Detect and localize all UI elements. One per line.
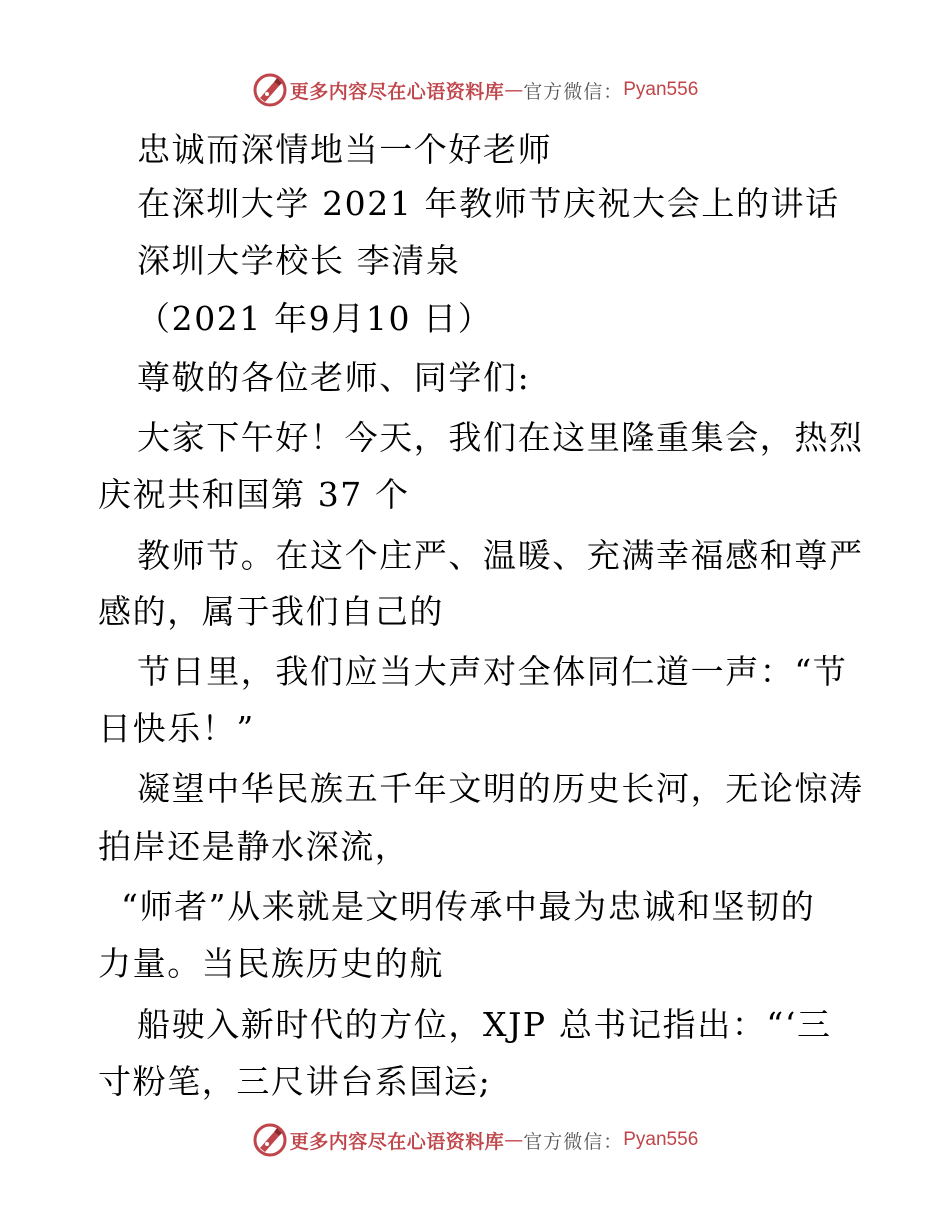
banner-title: 更多内容尽在心语资料库 <box>289 1130 505 1153</box>
doc-line: 感的，属于我们自己的 <box>98 592 444 631</box>
doc-line: 船驶入新时代的方位，XJP 总书记指出：“‘三 <box>137 1005 832 1044</box>
doc-date: （2021 年9月10 日） <box>137 299 493 338</box>
banner-wechat-id: Pyan556 <box>623 79 699 100</box>
banner-dash: — <box>504 79 524 101</box>
doc-line: 庆祝共和国第 37 个 <box>98 475 410 514</box>
banner-dash: — <box>504 1129 524 1151</box>
header-banner <box>0 70 950 110</box>
banner-wechat-id: Pyan556 <box>623 1129 699 1150</box>
banner-wechat-label: 官方微信： <box>523 80 624 103</box>
doc-author: 深圳大学校长 李清泉 <box>137 241 461 280</box>
doc-line: 力量。当民族历史的航 <box>98 944 444 983</box>
doc-line: 拍岸还是静水深流， <box>98 827 410 866</box>
doc-line: 节日里，我们应当大声对全体同仁道一声：“节 <box>137 652 848 691</box>
doc-line: 大家下午好！今天，我们在这里隆重集会，热烈 <box>137 418 864 457</box>
pen-logo-icon <box>252 1122 288 1158</box>
doc-line: 教师节。在这个庄严、温暖、充满幸福感和尊严 <box>137 536 864 575</box>
banner-title: 更多内容尽在心语资料库 <box>289 80 505 103</box>
doc-subtitle: 在深圳大学 2021 年教师节庆祝大会上的讲话 <box>137 184 840 223</box>
footer-banner <box>0 1120 950 1160</box>
doc-salutation: 尊敬的各位老师、同学们: <box>137 358 531 397</box>
doc-title: 忠诚而深情地当一个好老师 <box>137 130 553 169</box>
doc-line: “师者”从来就是文明传承中最为忠诚和坚韧的 <box>121 887 816 926</box>
doc-line: 寸粉笔，三尺讲台系国运; <box>98 1062 492 1101</box>
banner-wechat-label: 官方微信： <box>523 1130 624 1153</box>
pen-logo-icon <box>252 72 288 108</box>
doc-line: 日快乐！” <box>98 709 255 748</box>
doc-line: 凝望中华民族五千年文明的历史长河，无论惊涛 <box>137 769 864 808</box>
